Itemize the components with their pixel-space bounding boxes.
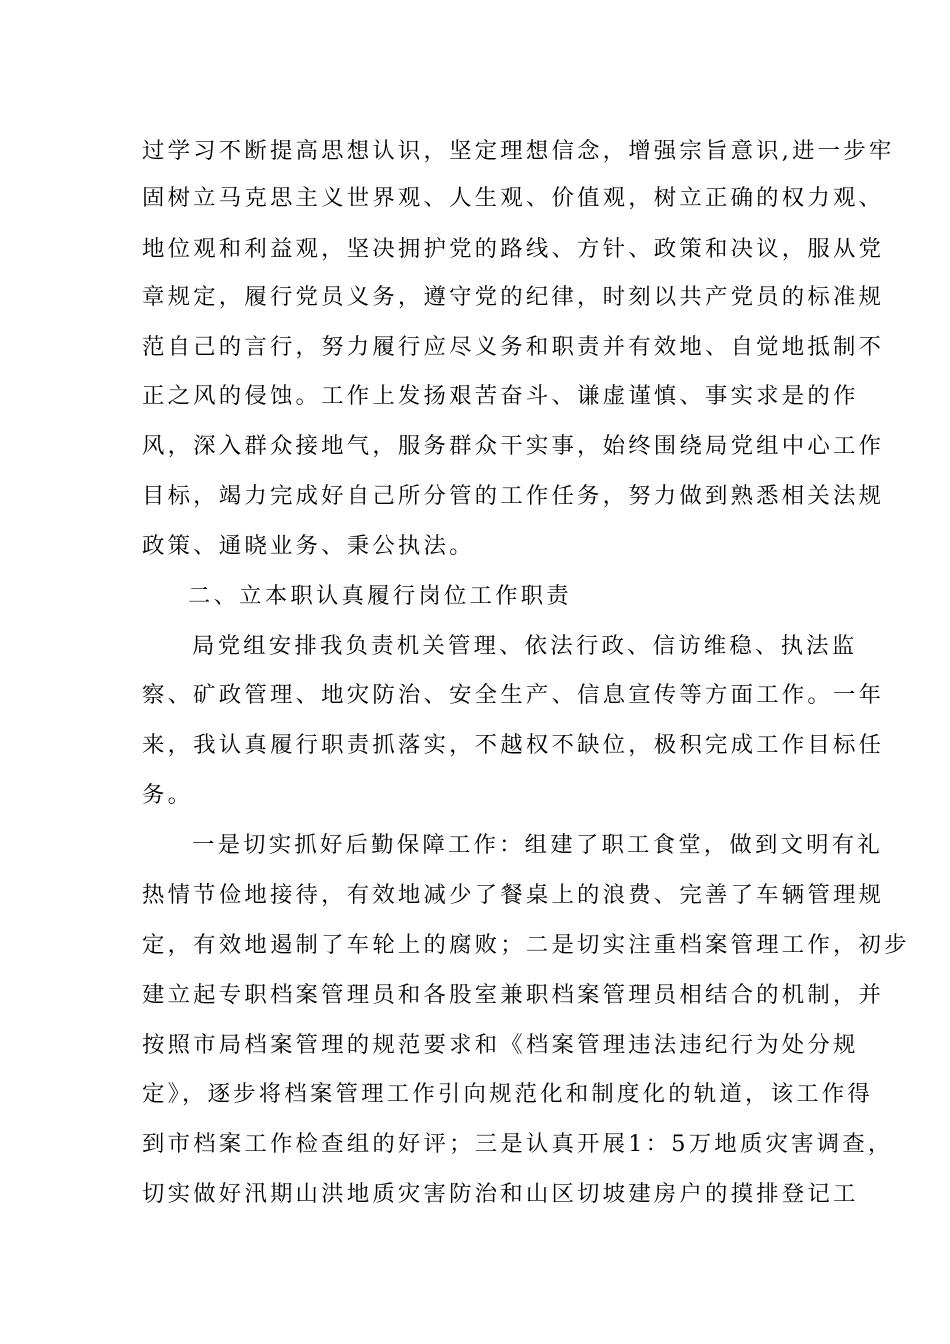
text-line: 固树立马克思主义世界观、人生观、价值观，树立正确的权力观、 [142,185,885,211]
text-line: 热情节俭地接待，有效地减少了餐桌上的浪费、完善了车辆管理规 [142,882,885,908]
text-line: 一是切实抓好后勤保障工作：组建了职工食堂，做到文明有礼 [192,832,883,858]
text-line: 目标，竭力完成好自己所分管的工作任务，努力做到熟悉相关法规 [142,483,885,509]
text-line: 范自己的言行，努力履行应尽义务和职责并有效地、自觉地抵制不 [142,334,885,360]
text-line: 定，有效地遏制了车轮上的腐败；二是切实注重档案管理工作，初步 [142,932,910,958]
text-line: 察、矿政管理、地灾防治、安全生产、信息宣传等方面工作。一年 [142,682,885,708]
text-line: 到市档案工作检查组的好评；三是认真开展1：5万地质灾害调查， [142,1131,894,1157]
text-line: 章规定，履行党员义务，遵守党的纪律，时刻以共产党员的标准规 [142,284,885,310]
text-line: 定》，逐步将档案管理工作引向规范化和制度化的轨道，该工作得 [142,1081,873,1107]
text-line: 建立起专职档案管理员和各股室兼职档案管理员相结合的机制，并 [142,982,885,1008]
text-line: 正之风的侵蚀。工作上发扬艰苦奋斗、谦虚谨慎、事实求是的作 [142,383,859,409]
text-line: 按照市局档案管理的规范要求和《档案管理违法违纪行为处分规 [142,1032,859,1058]
text-line: 来，我认真履行职责抓落实，不越权不缺位，极积完成工作目标任 [142,732,885,758]
text-line: 切实做好汛期山洪地质灾害防治和山区切坡建房户的摸排登记工 [142,1181,859,1207]
text-line: 过学习不断提高思想认识，坚定理想信念，增强宗旨意识,进一步牢 [142,138,895,164]
text-line: 务。 [142,782,194,808]
text-line: 政策、通晓业务、秉公执法。 [142,533,475,559]
text-line: 风，深入群众接地气，服务群众干实事，始终围绕局党组中心工作 [142,433,885,459]
text-line: 局党组安排我负责机关管理、依法行政、信访维稳、执法监 [192,633,858,659]
text-line: 地位观和利益观，坚决拥护党的路线、方针、政策和决议，服从党 [142,236,885,262]
section-heading: 二、立本职认真履行岗位工作职责 [188,583,572,609]
